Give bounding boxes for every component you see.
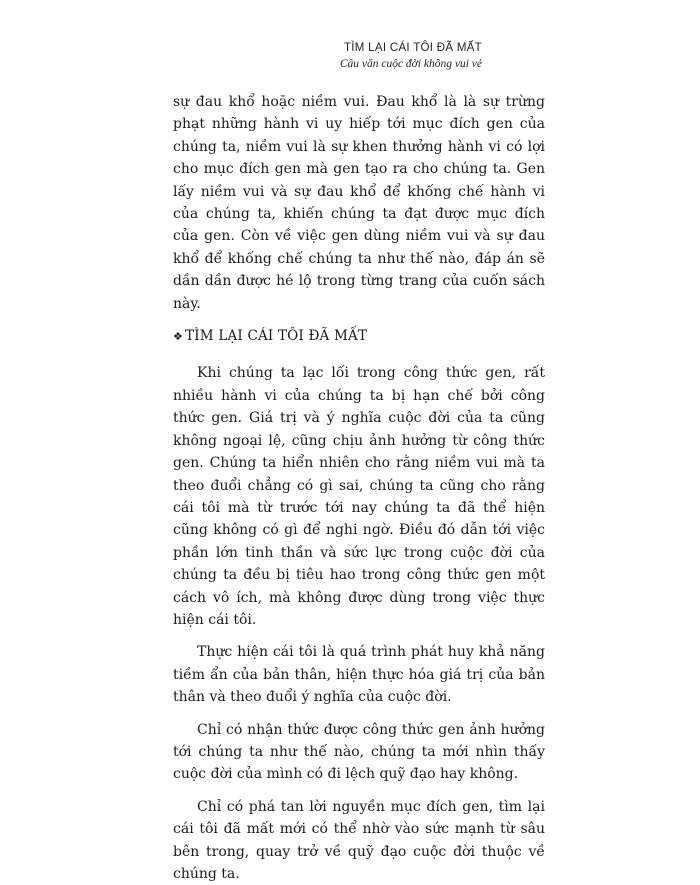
section-heading-text: TÌM LẠI CÁI TÔI ĐÃ MẤT (185, 328, 368, 345)
paragraph: Thực hiện cái tôi là quá trình phát huy khả năng tiềm ẩn của bản thân, hiện thực hóa giá trị của bản thân và theo đuổi ý nghĩa của cuộc đời. (173, 644, 545, 706)
body-text (173, 91, 545, 885)
section-heading (173, 325, 545, 348)
running-header-subtitle: Câu văn cuộc đời không vui vẻ (339, 58, 482, 70)
paragraph-continued: sự đau khổ hoặc niềm vui. Đau khổ là là sự trừng phạt những hành vi uy hiếp tới mục đích gen của chúng ta, niềm vui là sự khen thưởng hành vi có lợi cho mục đích gen mà gen tạo ra cho chúng ta. Gen lấy niềm vui và sự đau khổ để khống chế hành vi của chúng ta, khiến chúng ta đạt được mục đích của gen. Còn về việc gen dùng niềm vui và sự đau khổ để khống chế chúng ta như thế nào, đáp án sẽ dần dần được hé lộ trong từng trang của cuốn sách này. (173, 94, 545, 312)
paragraph: Khi chúng ta lạc lối trong công thức gen, rất nhiều hành vi của chúng ta bị hạn chế bởi công thức gen. Giá trị và ý nghĩa cuộc đời của ta cũng không ngoại lệ, cũng chịu ảnh hưởng từ công thức gen. Chúng ta hiển nhiên cho rằng niềm vui mà ta theo đuổi chẳng có gì sai, chúng ta cũng cho rằng cái tôi mà từ trước tới nay chúng ta đã thể hiện cũng không có gì để nghi ngờ. Điều đó dẫn tới việc phần lớn tinh thần và sức lực trong cuộc đời của chúng ta đều bị tiêu hao trong công thức gen một cách vô ích, mà không được dùng trong việc thực hiện cái tôi. (173, 365, 545, 628)
paragraph: Chỉ có nhận thức được công thức gen ảnh hưởng tới chúng ta như thế nào, chúng ta mới nhìn thấy cuộc đời của mình có đi lệch quỹ đạo hay không. (173, 721, 545, 783)
running-header-title: TÌM LẠI CÁI TÔI ĐÃ MẤT (343, 42, 482, 54)
running-header (340, 40, 482, 72)
paragraph: Chỉ có phá tan lời nguyền mục đích gen, tìm lại cái tôi đã mất mới có thể nhờ vào sức mạnh từ sâu bên trong, quay trở về quỹ đạo cuộc đời thuộc về chúng ta. (173, 798, 545, 882)
diamond-bullet-icon: ❖ (173, 330, 184, 344)
